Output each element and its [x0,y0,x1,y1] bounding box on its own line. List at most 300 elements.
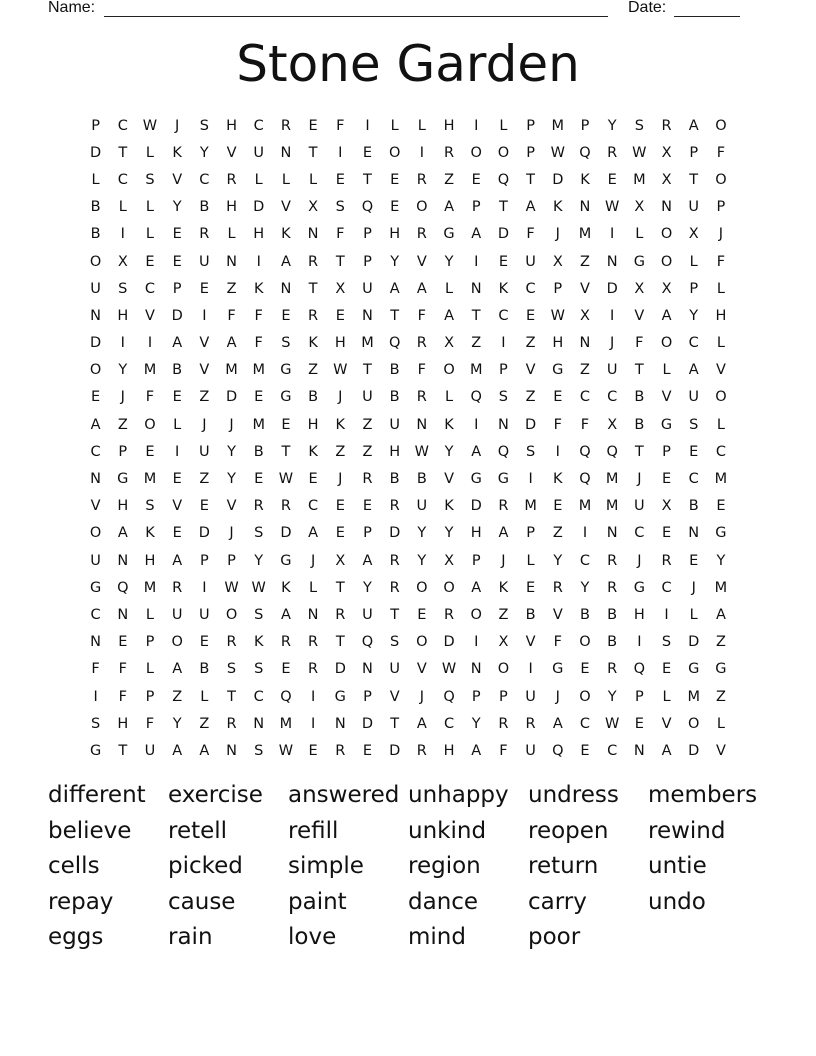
grid-letter[interactable]: A [172,661,183,678]
grid-letter[interactable]: I [474,634,479,651]
grid-letter[interactable]: R [280,634,291,651]
grid-letter[interactable]: O [660,226,673,243]
grid-letter[interactable]: S [254,742,264,759]
grid-letter[interactable]: M [361,335,374,352]
grid-letter[interactable]: R [389,498,400,515]
grid-letter[interactable]: G [443,226,455,243]
grid-letter[interactable]: O [171,634,183,651]
grid-letter[interactable]: U [144,742,156,759]
grid-letter[interactable]: E [254,389,264,406]
grid-letter[interactable]: A [416,715,427,732]
grid-letter[interactable]: B [90,199,101,216]
grid-letter[interactable]: R [661,117,672,134]
grid-letter[interactable]: Q [606,443,618,460]
grid-letter[interactable]: N [579,199,591,216]
grid-letter[interactable]: L [417,117,426,134]
grid-letter[interactable]: W [632,144,647,161]
grid-letter[interactable]: A [90,416,101,433]
grid-letter[interactable]: N [579,335,591,352]
grid-letter[interactable]: I [555,443,560,460]
grid-letter[interactable]: I [528,471,533,488]
grid-letter[interactable]: F [145,389,155,406]
grid-letter[interactable]: W [278,471,294,488]
grid-letter[interactable]: G [117,471,129,488]
grid-letter[interactable]: E [335,171,345,188]
grid-letter[interactable]: S [498,389,509,406]
grid-letter[interactable]: J [691,579,696,596]
grid-letter[interactable]: P [172,280,182,297]
grid-letter[interactable]: P [526,117,535,134]
grid-letter[interactable]: L [662,362,671,379]
grid-letter[interactable]: J [555,226,560,243]
grid-letter[interactable]: S [254,525,264,542]
grid-letter[interactable]: I [93,688,98,705]
grid-letter[interactable]: V [580,280,590,297]
grid-letter[interactable]: G [715,661,727,678]
grid-letter[interactable]: U [525,688,536,705]
grid-letter[interactable]: O [144,416,156,433]
grid-letter[interactable]: Z [117,416,128,433]
grid-letter[interactable]: U [525,742,536,759]
grid-letter[interactable]: L [281,171,290,188]
grid-letter[interactable]: U [525,253,536,270]
grid-letter[interactable]: C [90,606,101,623]
grid-letter[interactable]: L [716,280,725,297]
grid-letter[interactable]: T [118,742,128,759]
grid-letter[interactable]: C [498,307,509,324]
grid-letter[interactable]: I [147,335,153,352]
grid-letter[interactable]: P [363,688,372,705]
grid-letter[interactable]: I [202,307,207,324]
grid-letter[interactable]: M [714,471,728,488]
grid-letter[interactable]: X [335,552,346,569]
grid-letter[interactable]: C [607,742,618,759]
grid-letter[interactable]: O [660,253,673,270]
grid-letter[interactable]: N [280,144,292,161]
grid-letter[interactable]: R [607,579,618,596]
grid-letter[interactable]: X [580,307,590,324]
grid-letter[interactable]: G [89,742,102,759]
name-field-line[interactable] [104,16,608,17]
grid-letter[interactable]: Q [443,688,455,705]
grid-letter[interactable]: X [634,280,645,297]
grid-letter[interactable]: E [526,307,536,324]
grid-letter[interactable]: F [580,416,590,433]
grid-letter[interactable]: E [362,742,373,759]
grid-letter[interactable]: P [553,280,563,297]
grid-letter[interactable]: M [578,498,592,515]
grid-letter[interactable]: R [226,171,237,188]
grid-letter[interactable]: C [308,498,319,515]
grid-letter[interactable]: R [416,389,427,406]
grid-letter[interactable]: X [552,253,563,270]
grid-letter[interactable]: R [416,742,427,759]
grid-letter[interactable]: Z [580,362,590,379]
grid-letter[interactable]: D [525,416,537,433]
grid-letter[interactable]: A [362,552,373,569]
grid-letter[interactable]: S [525,443,536,460]
grid-letter[interactable]: T [471,307,481,324]
grid-letter[interactable]: R [280,117,291,134]
grid-letter[interactable]: Q [497,443,510,460]
grid-letter[interactable]: J [229,525,234,542]
grid-letter[interactable]: B [579,606,590,623]
grid-letter[interactable]: W [604,199,620,216]
grid-letter[interactable]: J [310,552,316,569]
grid-letter[interactable]: K [281,226,291,243]
grid-letter[interactable]: E [172,253,182,270]
grid-letter[interactable]: D [90,144,102,161]
grid-letter[interactable]: J [229,416,234,433]
grid-letter[interactable]: K [580,171,590,188]
grid-letter[interactable]: N [633,742,645,759]
grid-letter[interactable]: N [307,606,319,623]
grid-letter[interactable]: U [362,280,373,297]
grid-letter[interactable]: M [605,498,619,515]
grid-letter[interactable]: N [226,253,237,270]
grid-letter[interactable]: A [688,117,699,134]
grid-letter[interactable]: R [498,498,509,515]
grid-letter[interactable]: E [580,661,590,678]
grid-letter[interactable]: D [253,199,265,216]
grid-letter[interactable]: E [661,471,672,488]
grid-letter[interactable]: T [308,144,318,161]
grid-letter[interactable]: W [142,117,158,134]
grid-letter[interactable]: N [307,226,319,243]
grid-letter[interactable]: S [254,606,264,623]
grid-letter[interactable]: N [117,552,129,569]
grid-letter[interactable]: Z [471,335,482,352]
grid-letter[interactable]: E [145,443,155,460]
grid-letter[interactable]: C [634,525,645,542]
grid-letter[interactable]: D [280,525,292,542]
grid-letter[interactable]: D [552,171,564,188]
grid-letter[interactable]: U [90,280,101,297]
grid-letter[interactable]: P [499,688,508,705]
grid-letter[interactable]: R [498,715,509,732]
grid-letter[interactable]: P [145,688,155,705]
grid-letter[interactable]: E [254,471,264,488]
grid-letter[interactable]: H [144,552,156,569]
grid-letter[interactable]: N [497,416,509,433]
grid-letter[interactable]: R [172,579,183,596]
grid-letter[interactable]: J [338,389,343,406]
grid-letter[interactable]: R [362,471,373,488]
grid-letter[interactable]: C [579,552,591,569]
grid-letter[interactable]: Q [552,742,564,759]
grid-letter[interactable]: L [716,335,725,352]
grid-letter[interactable]: K [444,498,454,515]
grid-letter[interactable]: A [471,579,482,596]
grid-letter[interactable]: U [171,606,183,623]
grid-letter[interactable]: E [661,525,672,542]
grid-letter[interactable]: E [172,471,182,488]
grid-letter[interactable]: P [716,199,726,216]
grid-letter[interactable]: X [661,498,672,515]
grid-letter[interactable]: D [389,742,401,759]
grid-letter[interactable]: W [224,579,239,596]
grid-letter[interactable]: C [117,117,128,134]
grid-letter[interactable]: F [336,226,345,243]
grid-letter[interactable]: P [363,253,372,270]
grid-letter[interactable]: F [118,688,127,705]
grid-letter[interactable]: C [144,280,156,297]
date-field-line[interactable] [674,16,740,17]
grid-letter[interactable]: R [253,498,264,515]
grid-letter[interactable]: Z [308,362,319,379]
grid-letter[interactable]: K [553,199,563,216]
grid-letter[interactable]: E [634,715,644,732]
grid-letter[interactable]: M [252,416,265,433]
grid-letter[interactable]: H [117,498,129,515]
grid-letter[interactable]: E [417,606,427,623]
grid-letter[interactable]: P [689,280,699,297]
grid-letter[interactable]: E [308,471,318,488]
grid-letter[interactable]: E [689,552,699,569]
grid-letter[interactable]: Z [199,389,210,406]
grid-letter[interactable]: V [145,307,155,324]
grid-letter[interactable]: K [308,443,318,460]
grid-letter[interactable]: E [362,144,373,161]
grid-letter[interactable]: O [497,144,510,161]
grid-letter[interactable]: A [389,280,400,297]
grid-letter[interactable]: L [689,606,698,623]
grid-letter[interactable]: Q [280,688,292,705]
grid-letter[interactable]: A [525,199,536,216]
grid-letter[interactable]: S [689,416,699,433]
grid-letter[interactable]: R [416,335,427,352]
grid-letter[interactable]: M [687,688,700,705]
grid-letter[interactable]: S [335,199,345,216]
grid-letter[interactable]: P [471,199,481,216]
grid-letter[interactable]: M [714,579,728,596]
grid-letter[interactable]: Z [525,389,536,406]
grid-letter[interactable]: U [416,498,428,515]
grid-letter[interactable]: I [338,144,343,161]
grid-letter[interactable]: K [553,471,563,488]
grid-letter[interactable]: Z [444,171,454,188]
grid-letter[interactable]: G [660,416,673,433]
grid-letter[interactable]: B [607,634,618,651]
grid-letter[interactable]: U [199,253,210,270]
grid-letter[interactable]: J [637,471,642,488]
grid-letter[interactable]: D [198,525,210,542]
grid-letter[interactable]: Q [361,199,374,216]
grid-letter[interactable]: J [120,389,125,406]
grid-letter[interactable]: R [525,715,536,732]
grid-letter[interactable]: L [173,416,182,433]
grid-letter[interactable]: Y [254,552,264,569]
grid-letter[interactable]: V [172,171,183,188]
grid-letter[interactable]: J [637,552,642,569]
grid-letter[interactable]: Z [715,634,726,651]
grid-letter[interactable]: I [256,253,261,270]
grid-letter[interactable]: E [553,389,563,406]
grid-letter[interactable]: O [225,606,238,623]
grid-letter[interactable]: Z [199,471,210,488]
grid-letter[interactable]: Q [388,335,401,352]
grid-letter[interactable]: V [226,144,237,161]
grid-letter[interactable]: E [308,117,318,134]
grid-letter[interactable]: I [528,661,533,678]
grid-letter[interactable]: V [280,199,291,216]
grid-letter[interactable]: C [117,171,128,188]
grid-letter[interactable]: A [471,742,482,759]
grid-letter[interactable]: P [689,144,699,161]
grid-letter[interactable]: F [118,661,127,678]
grid-letter[interactable]: E [362,498,373,515]
grid-letter[interactable]: D [606,280,618,297]
grid-letter[interactable]: P [118,443,128,460]
grid-letter[interactable]: A [226,335,237,352]
grid-letter[interactable]: V [552,606,563,623]
grid-letter[interactable]: R [416,171,427,188]
grid-letter[interactable]: A [498,525,509,542]
grid-letter[interactable]: B [688,498,699,515]
grid-letter[interactable]: E [390,171,400,188]
grid-letter[interactable]: K [253,280,264,297]
grid-letter[interactable]: H [253,226,265,243]
grid-letter[interactable]: L [309,579,318,596]
grid-letter[interactable]: Y [227,443,236,460]
grid-letter[interactable]: P [526,144,535,161]
grid-letter[interactable]: P [526,525,535,542]
grid-letter[interactable]: Y [580,579,590,596]
grid-letter[interactable]: E [308,742,318,759]
grid-letter[interactable]: D [688,742,700,759]
grid-letter[interactable]: G [280,389,292,406]
grid-letter[interactable]: Z [199,715,210,732]
grid-letter[interactable]: F [716,253,726,270]
grid-letter[interactable]: N [661,199,672,216]
grid-letter[interactable]: G [633,579,645,596]
grid-letter[interactable]: E [526,579,536,596]
grid-letter[interactable]: W [550,144,565,161]
grid-letter[interactable]: X [661,144,672,161]
grid-letter[interactable]: E [661,661,672,678]
grid-letter[interactable]: O [579,634,591,651]
grid-letter[interactable]: T [526,171,536,188]
grid-letter[interactable]: V [416,661,427,678]
grid-letter[interactable]: L [254,171,263,188]
grid-letter[interactable]: J [610,335,615,352]
grid-letter[interactable]: F [145,715,155,732]
grid-letter[interactable]: R [280,498,291,515]
grid-letter[interactable]: L [91,171,100,188]
grid-letter[interactable]: I [474,253,479,270]
grid-letter[interactable]: U [362,389,373,406]
grid-letter[interactable]: C [661,579,672,596]
grid-letter[interactable]: H [117,715,129,732]
grid-letter[interactable]: Y [471,715,481,732]
grid-letter[interactable]: L [499,117,508,134]
grid-letter[interactable]: C [579,715,591,732]
grid-letter[interactable]: L [145,144,155,161]
grid-letter[interactable]: M [143,579,157,596]
grid-letter[interactable]: B [308,389,319,406]
grid-letter[interactable]: X [444,335,454,352]
grid-letter[interactable]: S [634,117,644,134]
grid-letter[interactable]: V [444,471,454,488]
grid-letter[interactable]: R [443,144,455,161]
grid-letter[interactable]: Y [227,471,236,488]
grid-letter[interactable]: T [335,634,345,651]
grid-letter[interactable]: V [90,498,101,515]
grid-letter[interactable]: I [637,634,642,651]
grid-letter[interactable]: H [117,307,129,324]
grid-letter[interactable]: P [662,443,671,460]
grid-letter[interactable]: K [281,579,291,596]
grid-letter[interactable]: C [579,389,591,406]
grid-letter[interactable]: B [389,471,400,488]
grid-letter[interactable]: N [606,525,618,542]
grid-letter[interactable]: I [120,226,125,243]
grid-letter[interactable]: I [664,606,669,623]
grid-letter[interactable]: B [389,389,400,406]
grid-letter[interactable]: P [471,552,481,569]
grid-letter[interactable]: H [226,199,237,216]
grid-letter[interactable]: T [227,688,236,705]
grid-letter[interactable]: T [281,443,291,460]
grid-letter[interactable]: G [280,552,292,569]
grid-letter[interactable]: Y [417,552,427,569]
grid-letter[interactable]: R [308,253,319,270]
grid-letter[interactable]: Q [579,144,591,161]
grid-letter[interactable]: Z [226,280,237,297]
grid-letter[interactable]: N [90,307,102,324]
grid-letter[interactable]: J [555,688,560,705]
grid-letter[interactable]: I [474,117,479,134]
grid-letter[interactable]: P [634,688,644,705]
grid-letter[interactable]: O [89,525,102,542]
grid-letter[interactable]: Y [199,144,209,161]
grid-letter[interactable]: A [416,280,427,297]
grid-letter[interactable]: R [308,661,319,678]
grid-letter[interactable]: A [552,715,563,732]
grid-letter[interactable]: N [688,525,700,542]
grid-letter[interactable]: S [390,634,400,651]
grid-letter[interactable]: D [171,307,183,324]
grid-letter[interactable]: O [443,579,455,596]
grid-letter[interactable]: E [199,280,209,297]
grid-letter[interactable]: U [199,443,210,460]
grid-letter[interactable]: I [419,144,424,161]
grid-letter[interactable]: A [471,226,482,243]
grid-letter[interactable]: A [280,253,291,270]
grid-letter[interactable]: G [715,525,727,542]
grid-letter[interactable]: T [689,171,699,188]
grid-letter[interactable]: R [416,226,427,243]
grid-letter[interactable]: U [606,362,618,379]
grid-letter[interactable]: N [280,280,292,297]
grid-letter[interactable]: L [227,226,236,243]
grid-letter[interactable]: L [689,253,698,270]
grid-letter[interactable]: R [389,579,400,596]
grid-letter[interactable]: F [254,335,263,352]
grid-letter[interactable]: Q [579,471,591,488]
grid-letter[interactable]: X [661,280,672,297]
grid-letter[interactable]: M [551,117,565,134]
grid-letter[interactable]: N [90,634,102,651]
grid-letter[interactable]: Z [525,335,536,352]
grid-letter[interactable]: V [661,389,672,406]
grid-letter[interactable]: P [363,525,372,542]
grid-letter[interactable]: L [526,552,535,569]
grid-letter[interactable]: I [202,579,207,596]
grid-letter[interactable]: N [416,416,428,433]
grid-letter[interactable]: F [336,117,345,134]
grid-letter[interactable]: E [390,199,400,216]
